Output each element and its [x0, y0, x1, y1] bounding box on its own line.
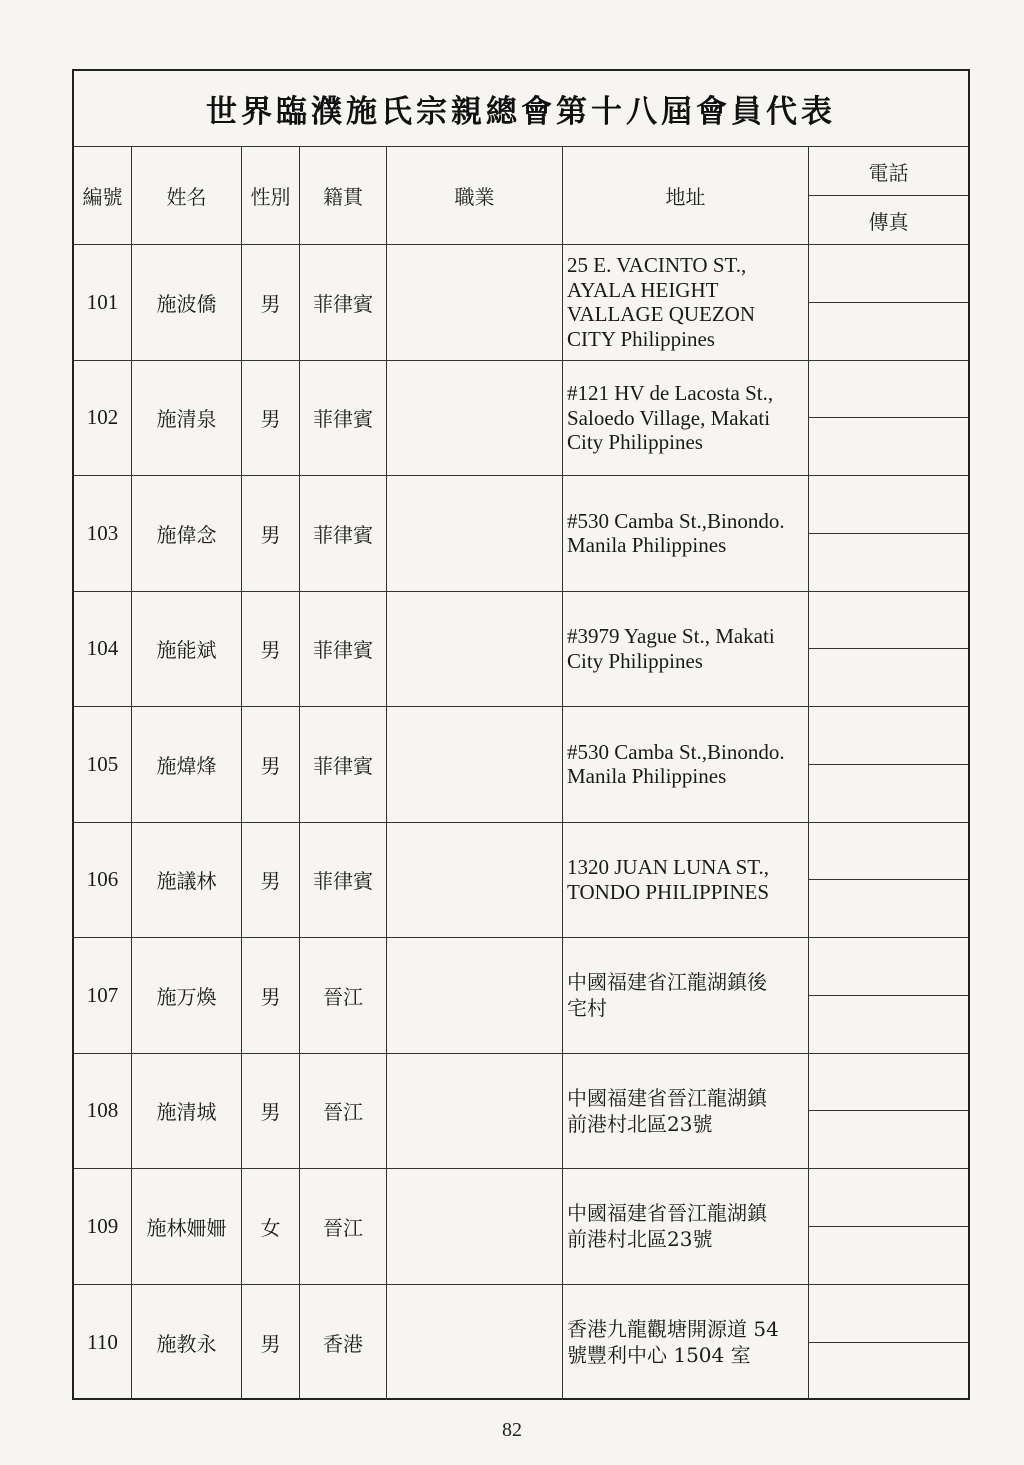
member-gender: 男	[242, 823, 300, 938]
member-address-text: 1320 JUAN LUNA ST., TONDO PHILIPPINES	[567, 855, 770, 904]
member-fax	[809, 880, 968, 937]
member-address	[563, 476, 809, 591]
member-phone	[809, 592, 968, 650]
member-number: 108	[74, 1054, 132, 1169]
member-fax	[809, 418, 968, 475]
member-contact	[809, 938, 968, 1053]
member-fax	[809, 303, 968, 360]
member-fax	[809, 649, 968, 706]
member-number: 107	[74, 938, 132, 1053]
table-row	[74, 938, 968, 1054]
member-occupation	[387, 823, 563, 938]
member-fax	[809, 1111, 968, 1168]
member-name: 施波僑	[132, 245, 242, 360]
member-phone	[809, 245, 968, 303]
member-gender: 男	[242, 1285, 300, 1401]
member-phone	[809, 1285, 968, 1343]
member-origin: 菲律賓	[300, 476, 387, 591]
member-fax	[809, 1343, 968, 1400]
member-fax	[809, 996, 968, 1053]
member-phone	[809, 707, 968, 765]
member-contact	[809, 1054, 968, 1169]
table-row	[74, 592, 968, 708]
member-number: 105	[74, 707, 132, 822]
member-contact	[809, 707, 968, 822]
page-number: 82	[502, 1419, 522, 1441]
member-name: 施偉念	[132, 476, 242, 591]
member-name: 施林姍姍	[132, 1169, 242, 1284]
member-number: 106	[74, 823, 132, 938]
member-contact	[809, 592, 968, 707]
title-row	[74, 71, 968, 147]
member-name: 施清城	[132, 1054, 242, 1169]
member-origin: 菲律賓	[300, 592, 387, 707]
member-gender: 男	[242, 707, 300, 822]
member-contact	[809, 361, 968, 476]
member-occupation	[387, 938, 563, 1053]
header-no: 編號	[74, 147, 132, 244]
member-occupation	[387, 1054, 563, 1169]
member-origin: 晉江	[300, 1054, 387, 1169]
member-address-text: 中國福建省江龍湖鎮後 宅村	[567, 970, 767, 1021]
member-occupation	[387, 592, 563, 707]
member-address-text: 25 E. VACINTO ST., AYALA HEIGHT VALLAGE QUEZON CITY Philippines	[567, 253, 756, 351]
member-phone	[809, 361, 968, 419]
header-contact	[809, 147, 968, 244]
member-fax	[809, 1227, 968, 1284]
table-row	[74, 245, 968, 361]
member-address	[563, 938, 809, 1053]
table-row	[74, 707, 968, 823]
member-origin: 菲律賓	[300, 707, 387, 822]
member-origin: 晉江	[300, 1169, 387, 1284]
member-phone	[809, 823, 968, 881]
member-gender: 男	[242, 1054, 300, 1169]
header-phone: 電話	[809, 147, 968, 196]
member-occupation	[387, 361, 563, 476]
member-address	[563, 1169, 809, 1284]
member-phone	[809, 938, 968, 996]
member-occupation	[387, 245, 563, 360]
table-row	[74, 1054, 968, 1170]
header-fax: 傳真	[868, 209, 909, 234]
member-address	[563, 1054, 809, 1169]
member-address-text: #3979 Yague St., Makati City Philippines	[567, 624, 775, 673]
header-origin: 籍貫	[300, 147, 387, 244]
member-occupation	[387, 476, 563, 591]
member-table	[72, 69, 970, 1400]
member-contact	[809, 1285, 968, 1401]
member-phone	[809, 476, 968, 534]
member-name: 施清泉	[132, 361, 242, 476]
member-origin: 菲律賓	[300, 245, 387, 360]
member-address-text: 中國福建省晉江龍湖鎮 前港村北區23號	[567, 1201, 767, 1252]
table-row	[74, 361, 968, 477]
member-number: 110	[74, 1285, 132, 1401]
member-gender: 女	[242, 1169, 300, 1284]
member-address-text: 中國福建省晉江龍湖鎮 前港村北區23號	[567, 1085, 767, 1136]
member-origin: 香港	[300, 1285, 387, 1401]
header-address: 地址	[563, 147, 809, 244]
member-number: 101	[74, 245, 132, 360]
member-address	[563, 361, 809, 476]
member-address	[563, 1285, 809, 1401]
member-occupation	[387, 1169, 563, 1284]
member-address-text: #121 HV de Lacosta St., Saloedo Village, Makati City Philippines	[567, 381, 774, 454]
member-origin: 菲律賓	[300, 361, 387, 476]
member-contact	[809, 245, 968, 360]
member-number: 104	[74, 592, 132, 707]
member-gender: 男	[242, 476, 300, 591]
member-phone	[809, 1054, 968, 1112]
member-name: 施万煥	[132, 938, 242, 1053]
member-address	[563, 245, 809, 360]
header-row	[74, 147, 968, 245]
page-title: 世界臨濮施氏宗親總會第十八屆會員代表	[206, 94, 836, 130]
member-number: 109	[74, 1169, 132, 1284]
header-gender: 性別	[242, 147, 300, 244]
member-address	[563, 592, 809, 707]
member-contact	[809, 1169, 968, 1284]
member-name: 施煒烽	[132, 707, 242, 822]
member-address	[563, 823, 809, 938]
table-row	[74, 1169, 968, 1285]
table-row	[74, 1285, 968, 1401]
member-gender: 男	[242, 245, 300, 360]
member-name: 施能斌	[132, 592, 242, 707]
member-address-text: #530 Camba St.,Binondo. Manila Philippines	[567, 739, 785, 789]
member-gender: 男	[242, 938, 300, 1053]
table-row	[74, 823, 968, 939]
member-fax	[809, 765, 968, 822]
member-name: 施教永	[132, 1285, 242, 1401]
member-phone	[809, 1169, 968, 1227]
member-occupation	[387, 707, 563, 822]
member-contact	[809, 823, 968, 938]
member-gender: 男	[242, 592, 300, 707]
member-number: 102	[74, 361, 132, 476]
header-occupation: 職業	[387, 147, 563, 244]
member-gender: 男	[242, 361, 300, 476]
member-address-text: 香港九龍觀塘開源道 54 號豐利中心 1504 室	[567, 1317, 779, 1368]
member-origin: 菲律賓	[300, 823, 387, 938]
member-origin: 晉江	[300, 938, 387, 1053]
member-address	[563, 707, 809, 822]
table-row	[74, 476, 968, 592]
member-contact	[809, 476, 968, 591]
member-number: 103	[74, 476, 132, 591]
member-occupation	[387, 1285, 563, 1401]
header-name: 姓名	[132, 147, 242, 244]
member-name: 施議林	[132, 823, 242, 938]
member-address-text: #530 Camba St.,Binondo. Manila Philippines	[567, 508, 785, 558]
member-fax	[809, 534, 968, 591]
